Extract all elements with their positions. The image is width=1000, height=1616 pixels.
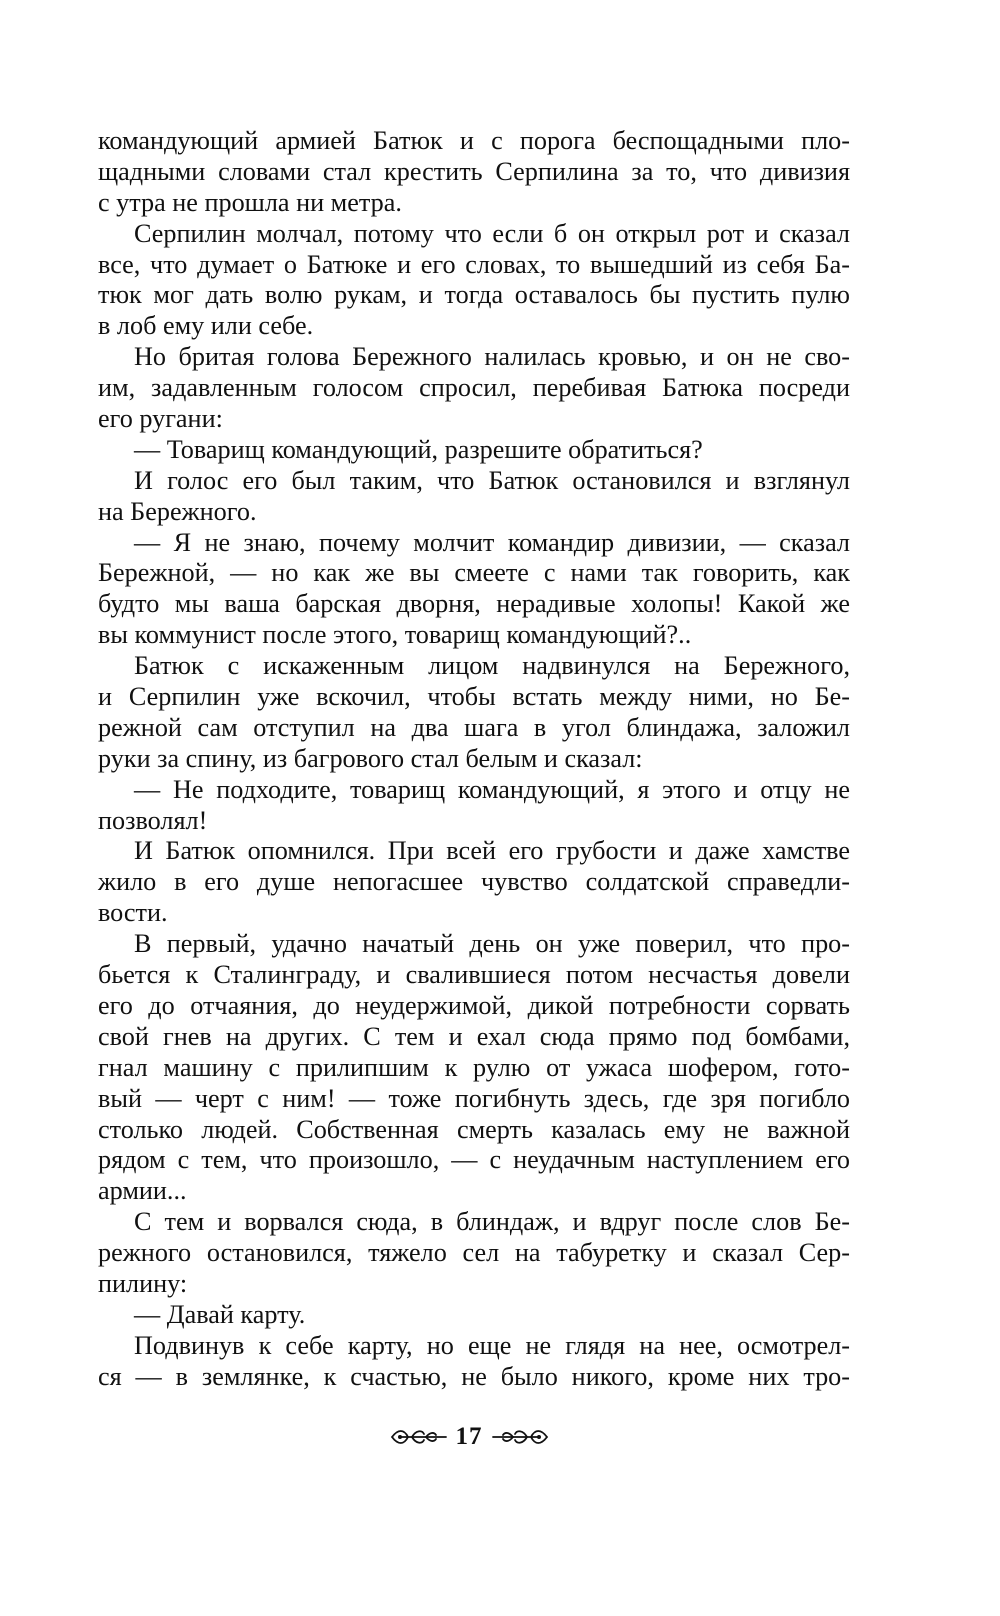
text-line: режного остановился, тяжело сел на табуретку и сказал Сер- <box>98 1238 850 1268</box>
text-line: гнал машину с прилипшим к рулю от ужаса шофером, гото- <box>98 1052 850 1082</box>
text-line: — Я не знаю, почему молчит командир дивизии, — сказал <box>134 527 850 557</box>
text-line: режной сам отступил на два шага в угол блиндажа, заложил <box>98 712 850 742</box>
text-line: бьется к Сталинграду, и свалившиеся потом несчастья довели <box>98 960 850 990</box>
page-number: 17 <box>455 1423 483 1450</box>
text-line: будто мы ваша барская дворня, нерадивые холопы! Какой же <box>98 589 850 619</box>
text-line: Батюк с искаженным лицом надвинулся на Бережного, <box>134 651 850 681</box>
text-line: Но бритая голова Бережного налилась кровью, и он не сво- <box>134 342 850 372</box>
book-page-text <box>98 126 850 1393</box>
text-line: С тем и ворвался сюда, в блиндаж, и вдруг после слов Бе- <box>134 1207 850 1237</box>
text-line: И голос его был таким, что Батюк остановился и взглянул <box>134 465 850 495</box>
text-line: руки за спину, из багрового стал белым и сказал: <box>98 743 643 773</box>
text-line: с утра не прошла ни метра. <box>98 187 402 217</box>
text-line: — Давай карту. <box>134 1299 306 1329</box>
page-footer <box>0 1420 1000 1454</box>
text-line: В первый, удачно начатый день он уже поверил, что про- <box>134 929 850 959</box>
text-line: его до отчаяния, до неудержимой, дикой потребности сорвать <box>98 990 850 1020</box>
text-line: — Товарищ командующий, разрешите обратиться? <box>134 434 703 464</box>
text-line: позволял! <box>98 805 208 835</box>
text-line: ся — в землянке, к счастью, не было никого, кроме них тро- <box>98 1361 850 1391</box>
text-line: вы коммунист после этого, товарищ командующий?.. <box>98 620 692 650</box>
text-line: вый — черт с ним! — тоже погибнуть здесь, где зря погибло <box>98 1083 850 1113</box>
text-line: пилину: <box>98 1268 188 1298</box>
folio <box>390 1423 549 1451</box>
text-line: все, что думает о Батюке и его словах, то вышедший из себя Ба- <box>98 249 850 279</box>
floral-ornament-right-icon <box>491 1426 549 1448</box>
text-line: армии... <box>98 1176 187 1206</box>
text-line: командующий армией Батюк и с порога беспощадными пло- <box>98 126 850 155</box>
text-line: и Серпилин уже вскочил, чтобы встать между ними, но Бе- <box>98 682 850 712</box>
text-line: на Бережного. <box>98 496 257 526</box>
text-line: Подвинув к себе карту, но еще не глядя на нее, осмотрел- <box>134 1330 850 1360</box>
text-line: Бережной, — но как же вы смеете с нами так говорить, как <box>98 558 850 588</box>
text-line: его ругани: <box>98 404 223 434</box>
text-line: тюк мог дать волю рукам, и тогда оставалось бы пустить пулю <box>98 280 850 310</box>
text-line: свой гнев на других. С тем и ехал сюда прямо под бомбами, <box>98 1021 850 1051</box>
text-line: в лоб ему или себе. <box>98 311 314 341</box>
text-line: — Не подходите, товарищ командующий, я этого и отцу не <box>134 774 850 804</box>
text-line: рядом с тем, что произошло, — с неудачным наступлением его <box>98 1145 850 1175</box>
text-line: И Батюк опомнился. При всей его грубости и даже хамстве <box>134 836 850 866</box>
text-line: жило в его душе непогасшее чувство солдатской справедли- <box>98 867 850 897</box>
text-line: им, задавленным голосом спросил, перебивая Батюка посреди <box>98 373 850 403</box>
text-line: столько людей. Собственная смерть казалась ему не важной <box>98 1114 850 1144</box>
text-line: щадными словами стал крестить Серпилина за то, что дивизия <box>98 156 850 186</box>
text-line: Серпилин молчал, потому что если б он открыл рот и сказал <box>134 218 850 248</box>
text-line: вости. <box>98 898 168 928</box>
floral-ornament-left-icon <box>390 1426 448 1448</box>
